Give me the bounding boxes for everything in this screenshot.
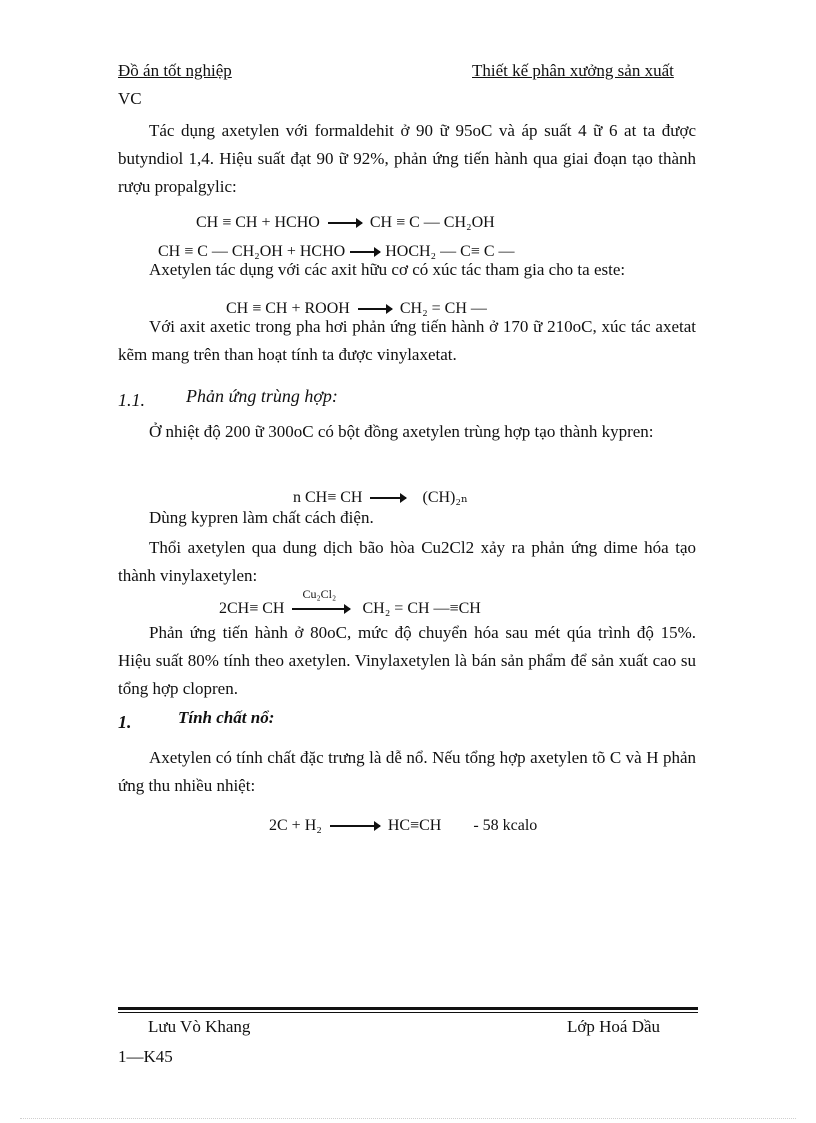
reaction-arrow-icon bbox=[350, 251, 380, 253]
paragraph-5: Dùng kypren làm chất cách điện. bbox=[149, 508, 374, 527]
reaction-arrow-icon bbox=[358, 308, 392, 310]
reaction-arrow-icon bbox=[328, 222, 362, 224]
section-title-explosive: Tính chất nổ: bbox=[178, 708, 275, 727]
equation-3-left: CH ≡ CH + ROOH bbox=[226, 300, 350, 317]
paragraph-3: Với axit axetic trong pha hơi phản ứng tiến hành ở 170 ữ 210oC, xúc tác axetat kẽm mang trên than hoạt tính ta được vinylaxetat. bbox=[118, 317, 696, 364]
equation-5 bbox=[219, 587, 481, 618]
equation-4-left: n CH≡ CH bbox=[293, 489, 363, 506]
paragraph-8: Axetylen có tính chất đặc trưng là dễ nổ. Nếu tổng hợp axetylen tõ C và H phản ứng thu nhiều nhiệt: bbox=[118, 748, 696, 795]
section-number-1: 1. bbox=[118, 712, 132, 732]
equation-5-catalyst: Cu₂Cl₂ bbox=[302, 587, 337, 602]
footer-class: Lớp Hoá Dầu bbox=[567, 1017, 661, 1036]
reaction-arrow-icon bbox=[370, 497, 406, 499]
footer-author: Lưu Vò Khang bbox=[148, 1017, 251, 1036]
footer-rule-thick bbox=[118, 1007, 698, 1010]
equation-1-right: CH ≡ C — CH₂OH bbox=[369, 214, 495, 231]
equation-4-right: (CH)₂ₙ bbox=[422, 489, 468, 506]
paragraph-4: Ở nhiệt độ 200 ữ 300oC có bột đồng axetylen trùng hợp tạo thành kypren: bbox=[149, 422, 654, 441]
header-left: Đồ án tốt nghiệp bbox=[118, 61, 232, 80]
equation-6-left: 2C + H₂ bbox=[269, 817, 322, 834]
reaction-arrow-icon bbox=[330, 825, 380, 827]
paragraph-2: Axetylen tác dụng với các axit hữu cơ có xúc tác tham gia cho ta este: bbox=[149, 260, 626, 279]
equation-2-right: HOCH₂ — C≡ C — bbox=[385, 243, 515, 260]
equation-2-left: CH ≡ C — CH₂OH + HCHO bbox=[158, 243, 346, 260]
equation-5-right: CH₂ = CH —≡CH bbox=[362, 600, 481, 617]
equation-3-right: CH₂ = CH — bbox=[399, 300, 487, 317]
page-edge-divider bbox=[20, 1118, 796, 1119]
equation-6-energy: - 58 kcalo bbox=[473, 817, 538, 834]
header-right: Thiết kế phân xưởng sản xuất bbox=[472, 61, 674, 80]
reaction-arrow-icon bbox=[292, 608, 350, 610]
paragraph-7: Phản ứng tiến hành ở 80oC, mức độ chuyển hóa sau mét qúa trình độ 15%. Hiệu suất 80% tính theo axetylen. Vinylaxetylen là bán sản phẩm để sản xuất cao su tổng hợp clopren. bbox=[118, 623, 696, 698]
equation-1 bbox=[196, 214, 495, 232]
paragraph-6: Thổi axetylen qua dung dịch bão hòa Cu2Cl2 xảy ra phản ứng dime hóa tạo thành vinylaxetylen: bbox=[118, 538, 696, 585]
section-number-1-1: 1.1. bbox=[118, 390, 145, 410]
footer-page: 1—K45 bbox=[118, 1047, 173, 1066]
paragraph-1: Tác dụng axetylen với formaldehit ở 90 ữ 95oC và áp suất 4 ữ 6 at ta được butyndiol 1,4. Hiệu suất đạt 90 ữ 92%, phản ứng tiến hành qua giai đoạn tạo thành rượu propalgylic: bbox=[118, 121, 696, 196]
section-title-polymerization: Phản ứng trùng hợp: bbox=[186, 386, 338, 406]
header-continuation: VC bbox=[118, 89, 142, 108]
equation-6 bbox=[269, 817, 537, 835]
equation-6-right: HC≡CH bbox=[387, 817, 442, 834]
equation-1-left: CH ≡ CH + HCHO bbox=[196, 214, 320, 231]
equation-5-left: 2CH≡ CH bbox=[219, 600, 285, 617]
